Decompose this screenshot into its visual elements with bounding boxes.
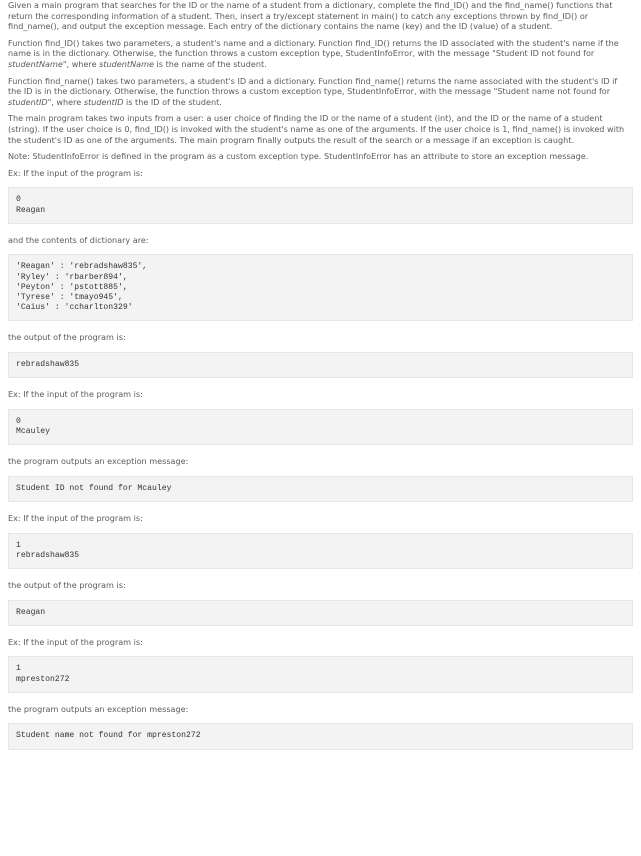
example-4-label: Ex: If the input of the program is: <box>8 636 143 647</box>
find-id-desc-var: studentName <box>8 58 63 69</box>
dictionary-label: and the contents of dictionary are: <box>8 234 149 245</box>
example-2-output-label: the program outputs an exception message: <box>8 456 189 467</box>
example-3-input: 1 rebradshaw835 <box>8 533 633 569</box>
example-1-input: 0 Reagan <box>8 187 633 223</box>
example-2-label: Ex: If the input of the program is: <box>8 389 143 400</box>
example-1-output-label: the output of the program is: <box>8 332 126 343</box>
intro-paragraph: Given a main program that searches for the ID or the name of a student from a dictionary, complete the find_ID() and the find_name() functions that return the corresponding information of a student. Then, insert a try/except statement in main() to catch any exceptions thrown by find_ID() or find_name(), and output the exception message. Each entry of the dictionary contains the name (key) and the ID (value) of a student. <box>8 0 613 32</box>
example-4-output: Student name not found for mpreston272 <box>8 723 633 749</box>
find-id-description <box>8 38 633 70</box>
find-name-desc-text-c: is the ID of the student. <box>123 96 222 107</box>
find-name-desc-text-b: ", where <box>47 96 84 107</box>
find-id-desc-text-b: ", where <box>62 58 100 69</box>
example-3-label: Ex: If the input of the program is: <box>8 512 143 523</box>
example-1-dictionary: 'Reagan' : 'rebradshaw835', 'Ryley' : 'rbarber894', 'Peyton' : 'pstott885', 'Tyrese' : 'tmayo945', 'Caius' : 'ccharlton329' <box>8 254 633 321</box>
example-4-output-label: the program outputs an exception message: <box>8 703 189 714</box>
find-id-desc-text-a: Function find_ID() takes two parameters, a student's name and a dictionary. Function find_ID() returns the ID associated with the student's name if the name is in the dictionary. Otherwise, the function throws a custom exception type, StudentInfoError, with the message "Student ID not found for <box>8 37 619 59</box>
find-id-desc-var2: studentName <box>99 58 154 69</box>
example-3-output-label: the output of the program is: <box>8 579 126 590</box>
find-name-desc-text-a: Function find_name() takes two parameters, a student's ID and a dictionary. Function find_name() returns the name associated with the student's ID if the ID is in the dictionary. Otherwise, the function throws a custom exception type, StudentInfoError, with the message "Student name not found for <box>8 75 618 97</box>
note-paragraph: Note: StudentInfoError is defined in the program as a custom exception type. StudentInfoError has an attribute to store an exception message. <box>8 151 589 162</box>
example-2-input: 0 Mcauley <box>8 409 633 445</box>
example-1-label: Ex: If the input of the program is: <box>8 167 143 178</box>
example-1-output: rebradshaw835 <box>8 352 633 378</box>
find-id-desc-text-c: is the name of the student. <box>153 58 267 69</box>
find-name-desc-var: studentID <box>8 96 48 107</box>
example-4-input: 1 mpreston272 <box>8 656 633 692</box>
main-program-description: The main program takes two inputs from a user: a user choice of finding the ID or the name of a student (int), and the ID or the name of a student (string). If the user choice is 0, find_ID() is invoked with the student's name as one of the arguments. If the user choice is 1, find_name() is invoked with the student's ID as one of the arguments. The main program finally outputs the result of the search or a message if an exception is caught. <box>8 113 625 145</box>
find-name-description <box>8 76 633 108</box>
example-3-output: Reagan <box>8 600 633 626</box>
example-2-output: Student ID not found for Mcauley <box>8 476 633 502</box>
find-name-desc-var2: studentID <box>83 96 124 107</box>
